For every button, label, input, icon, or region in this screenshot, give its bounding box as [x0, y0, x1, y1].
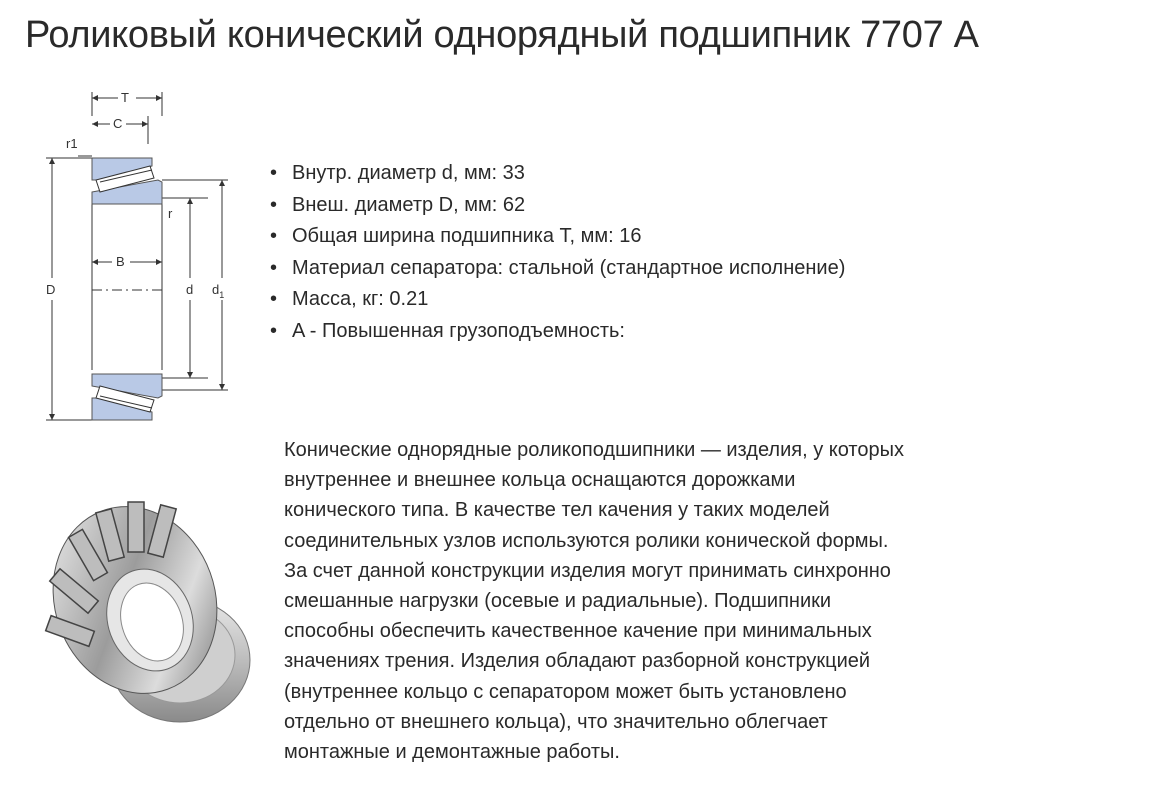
description-line: За счет данной конструкции изделия могут принимать синхронно	[284, 559, 891, 582]
spec-item	[268, 190, 845, 222]
description-line: конического типа. В качестве тел качения у таких моделей	[284, 499, 830, 522]
label-r: r	[168, 206, 173, 221]
description-line: соединительных узлов используются ролики конической формы.	[284, 529, 889, 552]
description-line: значениях трения. Изделия обладают разборной конструкцией	[284, 650, 871, 673]
page-title: Роликовый конический однорядный подшипник 7707 А	[25, 14, 979, 56]
spec-item	[268, 316, 845, 348]
spec-bullet: •	[270, 288, 278, 310]
label-r1: r1	[66, 136, 78, 151]
bearing-photo	[40, 470, 260, 740]
label-T: T	[121, 90, 129, 105]
label-d1-sub: 1	[219, 290, 225, 300]
label-C: C	[113, 116, 123, 131]
upper-ring-section	[92, 158, 162, 204]
spec-text: Масса, кг: 0.21	[292, 288, 429, 310]
spec-item	[268, 284, 845, 316]
description-line: монтажные и демонтажные работы.	[284, 741, 620, 764]
description-line: смешанные нагрузки (осевые и радиальные). Подшипники	[284, 590, 832, 613]
description-line: внутреннее и внешнее кольца оснащаются дорожками	[284, 469, 796, 492]
spec-bullet: •	[270, 193, 278, 216]
spec-text: A - Повышенная грузоподъемность:	[292, 319, 625, 342]
spec-item	[268, 253, 845, 285]
lower-ring-section	[92, 374, 162, 420]
label-d: d	[186, 282, 194, 297]
spec-item	[268, 158, 845, 190]
spec-text: Общая ширина подшипника T, мм: 16	[292, 225, 642, 247]
description-line: (внутреннее кольцо с сепаратором может быть установлено	[284, 680, 847, 703]
description-line: отдельно от внешнего кольца), что значительно облегчает	[284, 710, 828, 733]
spec-bullet: •	[270, 162, 278, 184]
spec-bullet: •	[270, 319, 278, 342]
product-description	[284, 435, 1144, 767]
description-line: способны обеспечить качественное качение при минимальных	[284, 620, 872, 643]
bearing-cross-section-diagram	[40, 86, 240, 431]
spec-list	[268, 158, 845, 347]
spec-bullet: •	[270, 225, 278, 247]
label-d1-main: d	[212, 282, 220, 297]
label-d1	[212, 282, 224, 300]
spec-bullet: •	[270, 256, 278, 279]
spec-text: Внутр. диаметр d, мм: 33	[292, 162, 525, 184]
description-line: Конические однорядные роликоподшипники — изделия, у которых	[284, 439, 904, 461]
spec-text: Материал сепаратора: стальной (стандартное исполнение)	[292, 256, 846, 279]
label-B: B	[116, 254, 125, 269]
spec-text: Внеш. диаметр D, мм: 62	[292, 193, 526, 216]
spec-item	[268, 221, 845, 253]
label-D: D	[46, 282, 56, 297]
